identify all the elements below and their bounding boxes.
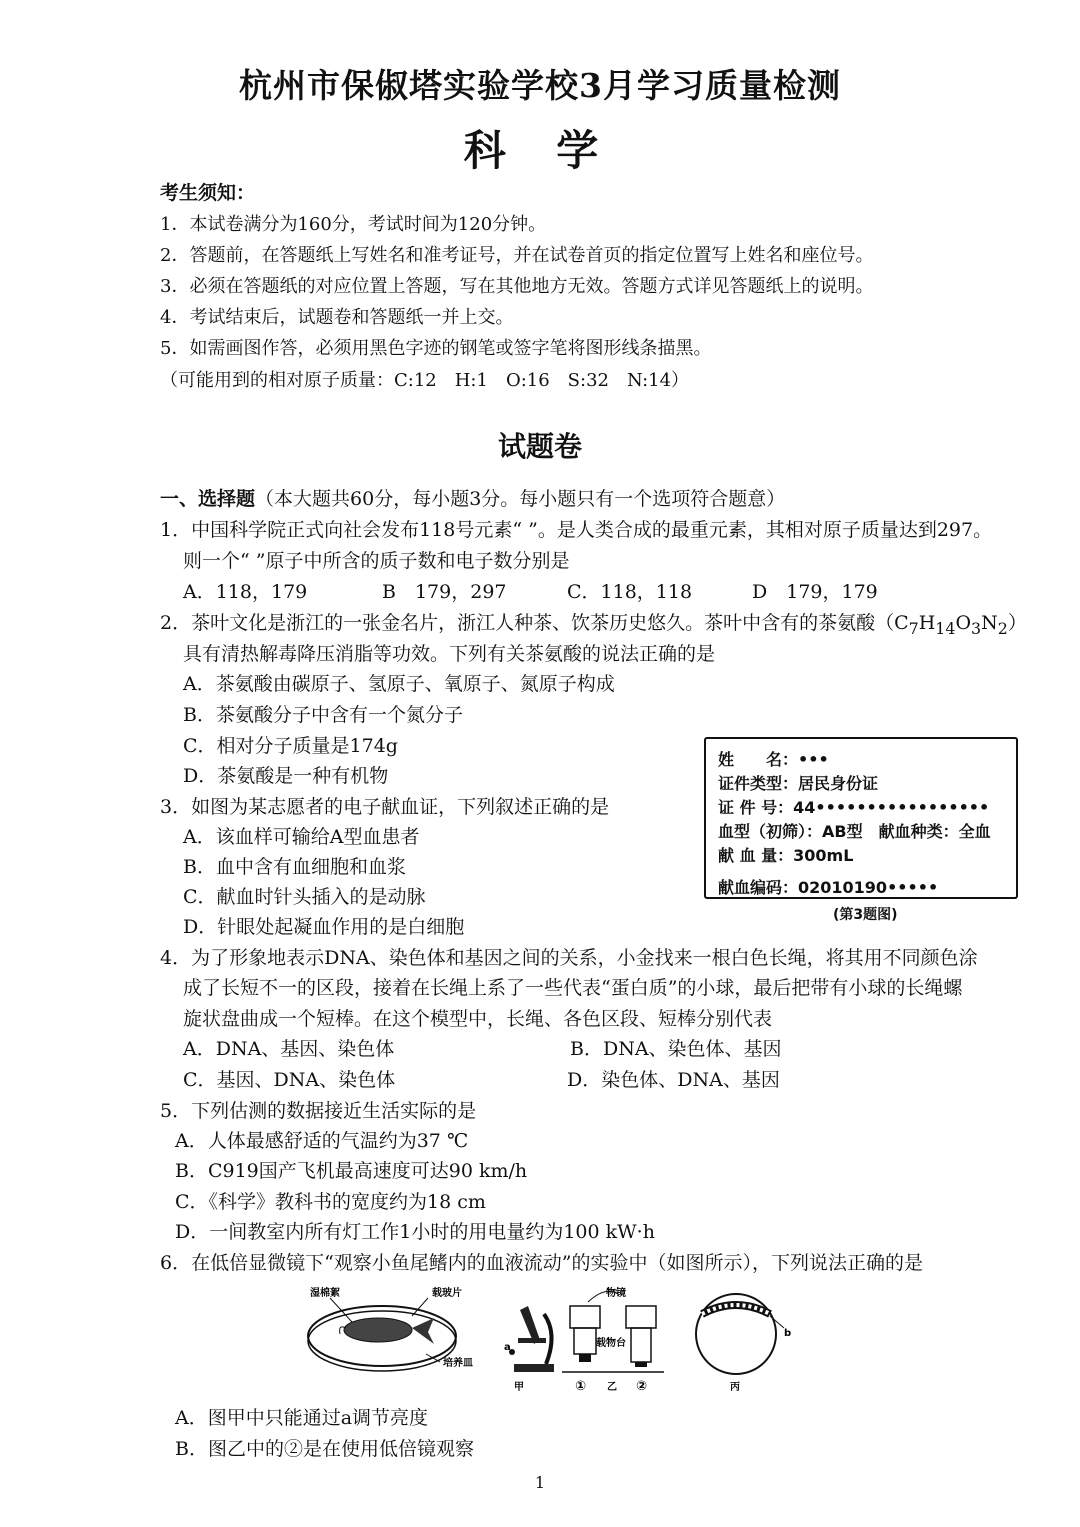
q3-option-c: C．献血时针头插入的是动脉: [183, 886, 426, 908]
subject-title: 科 学: [463, 126, 617, 175]
card-amount: 献 血 量：300mL: [718, 846, 854, 865]
label-a: a: [504, 1342, 511, 1353]
formula-h: H: [918, 612, 936, 634]
formula-sub: 2: [997, 618, 1008, 638]
label-bing: 丙: [730, 1382, 740, 1393]
formula-sub: 7: [908, 618, 919, 638]
figure-field-of-view: [696, 1294, 784, 1374]
notice-item: 5．如需画图作答，必须用黑色字迹的钢笔或签字笔将图形线条描黑。: [160, 338, 712, 359]
q5-option-d: D．一间教室内所有灯工作1小时的用电量约为100 kW·h: [175, 1221, 655, 1243]
label-wet-cotton: 湿棉絮: [310, 1288, 340, 1299]
q4-stem-line2: 成了长短不一的区段，接着在长绳上系了一些代表“蛋白质”的小球，最后把带有小球的长绳螺: [183, 977, 963, 999]
q3-option-d: D．针眼处起凝血作用的是白细胞: [183, 916, 465, 938]
label-b: b: [784, 1328, 792, 1339]
q2-stem-text: 2．茶叶文化是浙江的一张金名片，浙江人种茶、饮茶历史悠久。茶叶中含有的茶氨酸（C: [160, 612, 909, 634]
formula-sub: 14: [935, 618, 956, 638]
figure3-caption: (第3题图): [833, 907, 898, 923]
q4-option-d: D．染色体、DNA、基因: [567, 1069, 780, 1091]
notice-item: 1．本试卷满分为160分，考试时间为120分钟。: [160, 214, 547, 235]
label-stage: 载物台: [596, 1338, 626, 1349]
q6-option-a: A．图甲中只能通过a调节亮度: [175, 1407, 429, 1429]
q2-option-a: A．茶氨酸由碳原子、氢原子、氧原子、氮原子构成: [183, 673, 615, 695]
q4-option-a: A．DNA、基因、染色体: [183, 1038, 395, 1060]
section-title: 一、选择题: [160, 488, 256, 510]
formula-sub: 3: [971, 618, 982, 638]
notice-heading: 考生须知：: [160, 182, 256, 204]
q6-option-b: B．图乙中的②是在使用低倍镜观察: [175, 1438, 474, 1460]
q3-option-a: A．该血样可输给A型血患者: [183, 826, 420, 848]
notice-item: 4．考试结束后，试题卷和答题纸一并上交。: [160, 307, 514, 328]
q3-option-b: B．血中含有血细胞和血浆: [183, 856, 406, 878]
q4-stem-line3: 旋状盘曲成一个短棒。在这个模型中，长绳、各色区段、短棒分别代表: [183, 1008, 773, 1030]
q5-option-b: B．C919国产飞机最高速度可达90 km/h: [175, 1160, 528, 1182]
label-circle-2: ②: [636, 1379, 648, 1394]
label-yi: 乙: [607, 1382, 617, 1393]
label-slide: 载玻片: [432, 1288, 462, 1299]
formula-n: N: [981, 612, 998, 634]
q5-stem: 5．下列估测的数据接近生活实际的是: [160, 1100, 477, 1122]
q1-option-b: B 179，297: [382, 581, 507, 603]
figure-microscope: [509, 1306, 554, 1372]
notice-item: 3．必须在答题纸的对应位置上答题，写在其他地方无效。答题方式详见答题纸上的说明。: [160, 276, 874, 297]
card-id-type: 证件类型：居民身份证: [718, 774, 879, 793]
page-number: 1: [534, 1473, 546, 1492]
q4-stem-line1: 4．为了形象地表示DNA、染色体和基因之间的关系，小金找来一根白色长绳，将其用不同颜色涂: [160, 947, 978, 969]
q5-option-a: A．人体最感舒适的气温约为37 ℃: [175, 1130, 469, 1152]
q4-option-c: C．基因、DNA、染色体: [183, 1069, 396, 1091]
q2-option-c: C．相对分子质量是174g: [183, 735, 398, 757]
q1-option-d: D 179，179: [752, 581, 878, 603]
q6-stem: 6．在低倍显微镜下“观察小鱼尾鳍内的血液流动”的实验中（如图所示），下列说法正确的是: [160, 1252, 924, 1274]
notice-item: 2．答题前，在答题纸上写姓名和准考证号，并在试卷首页的指定位置写上姓名和座位号。: [160, 245, 874, 266]
exam-title: 杭州市保俶塔实验学校3月学习质量检测: [239, 66, 841, 105]
q1-stem-line1: 1．中国科学院正式向社会发布118号元素“ ”。是人类合成的最重元素，其相对原子质量达到297。: [160, 519, 993, 541]
q2-stem-line2: 具有清热解毒降压消脂等功效。下列有关茶氨酸的说法正确的是: [183, 643, 716, 665]
label-circle-1: ①: [575, 1379, 587, 1394]
card-name: 姓 名：•••: [718, 750, 829, 769]
figure-dish: [308, 1298, 456, 1371]
paper-heading: 试题卷: [497, 430, 582, 463]
section-heading: [160, 484, 785, 511]
blood-donation-card: [704, 737, 1018, 899]
q2-option-b: B．茶氨酸分子中含有一个氮分子: [183, 704, 463, 726]
q3-stem: 3．如图为某志愿者的电子献血证，下列叙述正确的是: [160, 796, 610, 818]
label-jia: 甲: [514, 1382, 524, 1393]
label-dish: 培养皿: [443, 1358, 473, 1369]
label-eyepiece: 物镜: [606, 1288, 626, 1299]
card-id-number: 证 件 号：44•••••••••••••••••: [718, 798, 990, 817]
q4-option-b: B．DNA、染色体、基因: [570, 1038, 782, 1060]
q5-option-c: C．《科学》教科书的宽度约为18 cm: [175, 1191, 486, 1213]
formula-o: O: [955, 612, 972, 634]
card-blood-type: 血型（初筛）：AB型 献血种类：全血: [718, 822, 991, 841]
formula-close: ）: [1007, 612, 1027, 634]
q1-option-c: C．118，118: [567, 581, 693, 603]
q6-figure: [300, 1284, 790, 1396]
figure-objectives: [562, 1291, 664, 1372]
section-desc: （本大题共60分，每小题3分。每小题只有一个选项符合题意）: [255, 488, 786, 510]
q2-option-d: D．茶氨酸是一种有机物: [183, 765, 389, 787]
q1-stem-line2: 则一个“ ”原子中所含的质子数和电子数分别是: [183, 550, 570, 572]
atomic-masses: （可能用到的相对原子质量：C:12 H:1 O:16 S:32 N:14）: [160, 370, 690, 391]
card-code: 献血编码：02010190•••••: [718, 878, 939, 897]
q1-option-a: A．118，179: [183, 581, 308, 603]
q2-stem-line1: [160, 608, 1027, 638]
